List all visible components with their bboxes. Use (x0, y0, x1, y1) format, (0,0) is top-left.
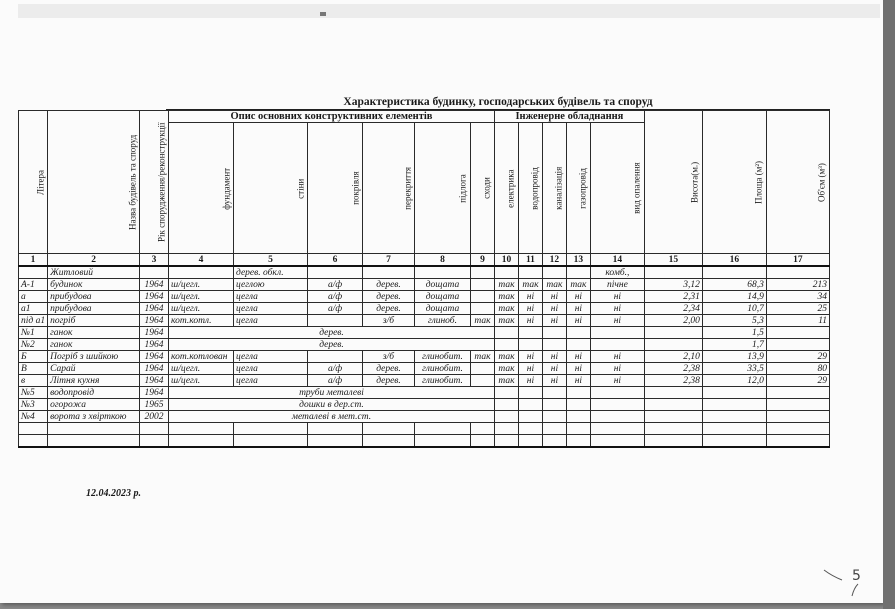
table-cell: цегла (234, 303, 308, 315)
table-cell: ні (542, 291, 566, 303)
table-cell: дерев. (363, 363, 415, 375)
table-cell (308, 351, 363, 363)
header-walls: стіни (234, 123, 308, 254)
table-cell: так (494, 351, 518, 363)
header-ceiling: перекриття (363, 123, 415, 254)
table-cell: глиноб. (414, 315, 470, 327)
table-row (19, 303, 830, 315)
table-cell: А-1 (19, 279, 48, 291)
table-cell: цегла (234, 351, 308, 363)
header-litera: Літера (19, 111, 48, 254)
table-cell: огорожа (48, 399, 140, 411)
header-floor: підлога (414, 123, 470, 254)
characteristics-table (18, 110, 830, 448)
table-cell: 1964 (140, 363, 169, 375)
table-cell: ні (566, 315, 590, 327)
table-cell: так (494, 303, 518, 315)
table-cell (169, 266, 234, 279)
table-cell: 1964 (140, 303, 169, 315)
table-cell: ш/цегл. (169, 279, 234, 291)
table-cell: дерев. (169, 339, 495, 351)
column-number: 3 (140, 254, 169, 267)
table-cell: а/ф (308, 375, 363, 387)
table-cell (494, 327, 518, 339)
table-cell: 2,38 (644, 375, 702, 387)
table-cell: 14,9 (702, 291, 766, 303)
table-cell: так (470, 351, 494, 363)
table-row (19, 387, 830, 399)
table-cell: ні (542, 315, 566, 327)
table-cell: так (494, 291, 518, 303)
table-cell: так (566, 279, 590, 291)
column-number: 12 (542, 254, 566, 267)
header-gas: газопровід (566, 123, 590, 254)
table-cell (566, 435, 590, 448)
table-cell: ні (518, 303, 542, 315)
table-cell: ні (590, 351, 644, 363)
table-cell (566, 266, 590, 279)
table-cell (48, 435, 140, 448)
table-cell: під а1 (19, 315, 48, 327)
table-cell (234, 435, 308, 448)
table-cell (542, 339, 566, 351)
table-cell (470, 363, 494, 375)
table-row (19, 399, 830, 411)
table-cell: Житловий (48, 266, 140, 279)
table-cell: а1 (19, 303, 48, 315)
table-cell (542, 399, 566, 411)
table-cell: 1964 (140, 291, 169, 303)
empty-row (19, 423, 830, 435)
table-cell (566, 399, 590, 411)
table-cell (702, 266, 766, 279)
table-cell: кот.котлован (169, 351, 234, 363)
table-row (19, 279, 830, 291)
table-cell (644, 411, 702, 423)
table-row (19, 339, 830, 351)
table-cell: а/ф (308, 279, 363, 291)
table-cell (234, 423, 308, 435)
table-cell: ні (566, 375, 590, 387)
header-foundation: фундамент (169, 123, 234, 254)
pen-mark-digit: 5 (852, 568, 861, 584)
table-cell: 1965 (140, 399, 169, 411)
header-electricity: електрика (494, 123, 518, 254)
table-cell: дерев. обкл. (234, 266, 308, 279)
table-cell: погріб (48, 315, 140, 327)
table-cell: ні (542, 375, 566, 387)
table-cell (566, 411, 590, 423)
table-cell (169, 423, 234, 435)
table-row (19, 351, 830, 363)
table-cell: 1964 (140, 327, 169, 339)
header-group-engineering: Інженерне обладнання (494, 111, 644, 123)
table-cell (363, 435, 415, 448)
table-cell (644, 423, 702, 435)
column-number: 10 (494, 254, 518, 267)
table-cell: ні (542, 351, 566, 363)
table-cell (644, 399, 702, 411)
table-cell (494, 399, 518, 411)
table-cell (590, 387, 644, 399)
table-cell (702, 423, 766, 435)
table-cell: ні (590, 375, 644, 387)
table-cell (766, 399, 829, 411)
header-heating: вид опалення (590, 123, 644, 254)
table-cell (308, 435, 363, 448)
column-number: 8 (414, 254, 470, 267)
table-cell: так (494, 279, 518, 291)
table-cell (308, 315, 363, 327)
table-cell: глинобит. (414, 351, 470, 363)
table-cell: дерев. (363, 375, 415, 387)
table-cell (470, 303, 494, 315)
table-cell: ганок (48, 327, 140, 339)
column-number: 1 (19, 254, 48, 267)
table-cell: глинобит. (414, 363, 470, 375)
table-cell: з/б (363, 351, 415, 363)
table-cell: цегла (234, 375, 308, 387)
table-cell (590, 423, 644, 435)
table-cell (494, 387, 518, 399)
table-cell (414, 435, 470, 448)
table-cell (542, 411, 566, 423)
table-cell: ні (518, 315, 542, 327)
table-cell: ні (518, 351, 542, 363)
table-cell (414, 423, 470, 435)
table-cell: 29 (766, 375, 829, 387)
table-cell: 1964 (140, 315, 169, 327)
table-cell: ганок (48, 339, 140, 351)
table-cell (494, 423, 518, 435)
scan-right-edge (883, 0, 895, 609)
table-cell (766, 387, 829, 399)
table-cell: 12,0 (702, 375, 766, 387)
table-cell (542, 327, 566, 339)
table-cell (308, 423, 363, 435)
table-cell: 3,12 (644, 279, 702, 291)
table-cell: ні (518, 363, 542, 375)
table-cell: ні (590, 363, 644, 375)
table-cell: 2,34 (644, 303, 702, 315)
header-water: водопровід (518, 123, 542, 254)
table-cell: ш/цегл. (169, 363, 234, 375)
table-cell (542, 387, 566, 399)
table-cell (19, 423, 48, 435)
table-cell (19, 266, 48, 279)
table-cell: дощата (414, 291, 470, 303)
table-cell (19, 435, 48, 448)
table-cell (169, 435, 234, 448)
table-cell (414, 266, 470, 279)
table-cell: цеглою (234, 279, 308, 291)
table-cell: з/б (363, 315, 415, 327)
table-cell: в (19, 375, 48, 387)
column-number: 16 (702, 254, 766, 267)
table-cell: дерев. (363, 279, 415, 291)
table-cell: так (494, 375, 518, 387)
table-cell: так (494, 363, 518, 375)
header-roof: покрівля (308, 123, 363, 254)
column-number: 9 (470, 254, 494, 267)
empty-row (19, 435, 830, 448)
table-cell: 11 (766, 315, 829, 327)
table-cell (766, 423, 829, 435)
table-cell (590, 327, 644, 339)
table-cell: 2,38 (644, 363, 702, 375)
table-cell: цегла (234, 315, 308, 327)
table-cell: 29 (766, 351, 829, 363)
table-cell: ні (518, 375, 542, 387)
table-cell (702, 435, 766, 448)
scan-top-strip (18, 4, 880, 18)
table-cell (140, 435, 169, 448)
table-cell: комб., (590, 266, 644, 279)
table-cell (363, 423, 415, 435)
table-cell (518, 423, 542, 435)
table-cell (766, 339, 829, 351)
table-row (19, 315, 830, 327)
pen-mark-icon (822, 558, 882, 598)
table-cell (644, 266, 702, 279)
column-number: 6 (308, 254, 363, 267)
table-cell: 25 (766, 303, 829, 315)
header-name: Назва будівель та споруд (48, 111, 140, 254)
table-cell: 213 (766, 279, 829, 291)
table-cell: 1964 (140, 351, 169, 363)
document-date: 12.04.2023 р. (86, 488, 141, 499)
table-cell (644, 339, 702, 351)
table-cell: 2,31 (644, 291, 702, 303)
table-cell: дерев. (363, 303, 415, 315)
table-cell (363, 266, 415, 279)
table-cell: ш/цегл. (169, 375, 234, 387)
table-cell: ні (566, 303, 590, 315)
table-cell: глинобит. (414, 375, 470, 387)
table-cell: а/ф (308, 363, 363, 375)
table-cell: ні (566, 291, 590, 303)
column-number: 14 (590, 254, 644, 267)
table-cell: а (19, 291, 48, 303)
scan-mark (320, 12, 326, 16)
table-cell: 33,5 (702, 363, 766, 375)
table-cell: 1964 (140, 279, 169, 291)
table-cell: В (19, 363, 48, 375)
column-number: 17 (766, 254, 829, 267)
table-cell (470, 291, 494, 303)
table-cell: №1 (19, 327, 48, 339)
table-cell: 2,10 (644, 351, 702, 363)
table-cell (470, 435, 494, 448)
table-cell (542, 266, 566, 279)
table-cell (518, 399, 542, 411)
table-cell: Сарай (48, 363, 140, 375)
table-cell: 1964 (140, 387, 169, 399)
table-row (19, 375, 830, 387)
table-cell: будинок (48, 279, 140, 291)
table-cell: Літня кухня (48, 375, 140, 387)
table-cell: ні (542, 363, 566, 375)
table-cell (542, 423, 566, 435)
column-number: 4 (169, 254, 234, 267)
table-row (19, 291, 830, 303)
table-cell (518, 339, 542, 351)
table-cell: 34 (766, 291, 829, 303)
table-cell (518, 411, 542, 423)
table-cell: так (470, 315, 494, 327)
table-cell (518, 387, 542, 399)
table-cell: Погріб з шийкою (48, 351, 140, 363)
table-cell: водопровід (48, 387, 140, 399)
table-cell: 68,3 (702, 279, 766, 291)
table-row (19, 327, 830, 339)
table-cell (494, 411, 518, 423)
column-number: 13 (566, 254, 590, 267)
table-cell: так (494, 315, 518, 327)
header-sewer: каналізація (542, 123, 566, 254)
document-title: Характеристика будинку, господарських будівель та споруд (166, 96, 830, 110)
table-cell (470, 266, 494, 279)
table-cell: 2,00 (644, 315, 702, 327)
table-cell: 1,5 (702, 327, 766, 339)
column-number: 5 (234, 254, 308, 267)
table-cell (590, 339, 644, 351)
table-cell: дошки в дер.ст. (169, 399, 495, 411)
table-cell (494, 339, 518, 351)
table-cell (518, 266, 542, 279)
table-cell: а/ф (308, 303, 363, 315)
table-cell (494, 266, 518, 279)
table-cell (140, 423, 169, 435)
table-cell: дощата (414, 303, 470, 315)
table-cell: дощата (414, 279, 470, 291)
table-cell (566, 387, 590, 399)
column-number: 7 (363, 254, 415, 267)
table-cell: металеві в мет.ст. (169, 411, 495, 423)
table-cell (702, 387, 766, 399)
table-cell: цегла (234, 363, 308, 375)
table-cell (702, 399, 766, 411)
table-cell (308, 266, 363, 279)
table-row (19, 266, 830, 279)
table-cell (470, 279, 494, 291)
header-stairs: сходи (470, 123, 494, 254)
table-cell: №5 (19, 387, 48, 399)
table-cell (518, 327, 542, 339)
table-cell: ш/цегл. (169, 291, 234, 303)
table-cell (140, 266, 169, 279)
table-cell (702, 411, 766, 423)
table-cell (48, 423, 140, 435)
table-cell (590, 435, 644, 448)
header-year: Рік спорудження/реконструкції (140, 111, 169, 254)
header-group-constructive: Опис основних конструктивних елементів (169, 111, 495, 123)
table-cell: дерев. (169, 327, 495, 339)
table-cell: ворота з хвірткою (48, 411, 140, 423)
table-cell (470, 423, 494, 435)
table-cell: Б (19, 351, 48, 363)
table-cell (470, 375, 494, 387)
table-cell (566, 423, 590, 435)
table-cell (766, 411, 829, 423)
column-number: 15 (644, 254, 702, 267)
table-cell: так (542, 279, 566, 291)
table-cell (566, 339, 590, 351)
table-cell: ні (590, 315, 644, 327)
table-cell: ні (566, 351, 590, 363)
table-cell: ні (590, 303, 644, 315)
header-height: Висота(м.) (644, 111, 702, 254)
table-cell (518, 435, 542, 448)
table-cell (566, 327, 590, 339)
table-cell: дерев. (363, 291, 415, 303)
table-cell: №2 (19, 339, 48, 351)
column-number: 11 (518, 254, 542, 267)
table-cell (766, 435, 829, 448)
table-cell: 13,9 (702, 351, 766, 363)
table-cell: 1,7 (702, 339, 766, 351)
table-cell: 1964 (140, 375, 169, 387)
table-cell: прибудова (48, 303, 140, 315)
table-cell: ні (590, 291, 644, 303)
table-cell: №4 (19, 411, 48, 423)
table-cell: пічне (590, 279, 644, 291)
table-row (19, 363, 830, 375)
table-cell: ні (518, 291, 542, 303)
table-cell (644, 327, 702, 339)
table-cell (590, 399, 644, 411)
table-cell: 10,7 (702, 303, 766, 315)
table-cell: 80 (766, 363, 829, 375)
table-cell (644, 387, 702, 399)
table-cell: так (518, 279, 542, 291)
table-row (19, 411, 830, 423)
column-number: 2 (48, 254, 140, 267)
table-cell (542, 435, 566, 448)
table-cell: ні (566, 363, 590, 375)
header-volume: Об'єм (м³) (766, 111, 829, 254)
table-cell: №3 (19, 399, 48, 411)
table-cell (644, 435, 702, 448)
table-cell: а/ф (308, 291, 363, 303)
table-cell: 2002 (140, 411, 169, 423)
table-cell: прибудова (48, 291, 140, 303)
table-cell: ш/цегл. (169, 303, 234, 315)
table-cell (494, 435, 518, 448)
column-number-row (19, 254, 830, 267)
table-cell: 5,3 (702, 315, 766, 327)
table-cell: кот.котл. (169, 315, 234, 327)
table-cell: 1964 (140, 339, 169, 351)
table-cell (766, 266, 829, 279)
table-cell (590, 411, 644, 423)
header-area: Площа (м²) (702, 111, 766, 254)
table-cell: ні (542, 303, 566, 315)
table-cell: цегла (234, 291, 308, 303)
table-cell: труби металеві (169, 387, 495, 399)
table-cell (766, 327, 829, 339)
